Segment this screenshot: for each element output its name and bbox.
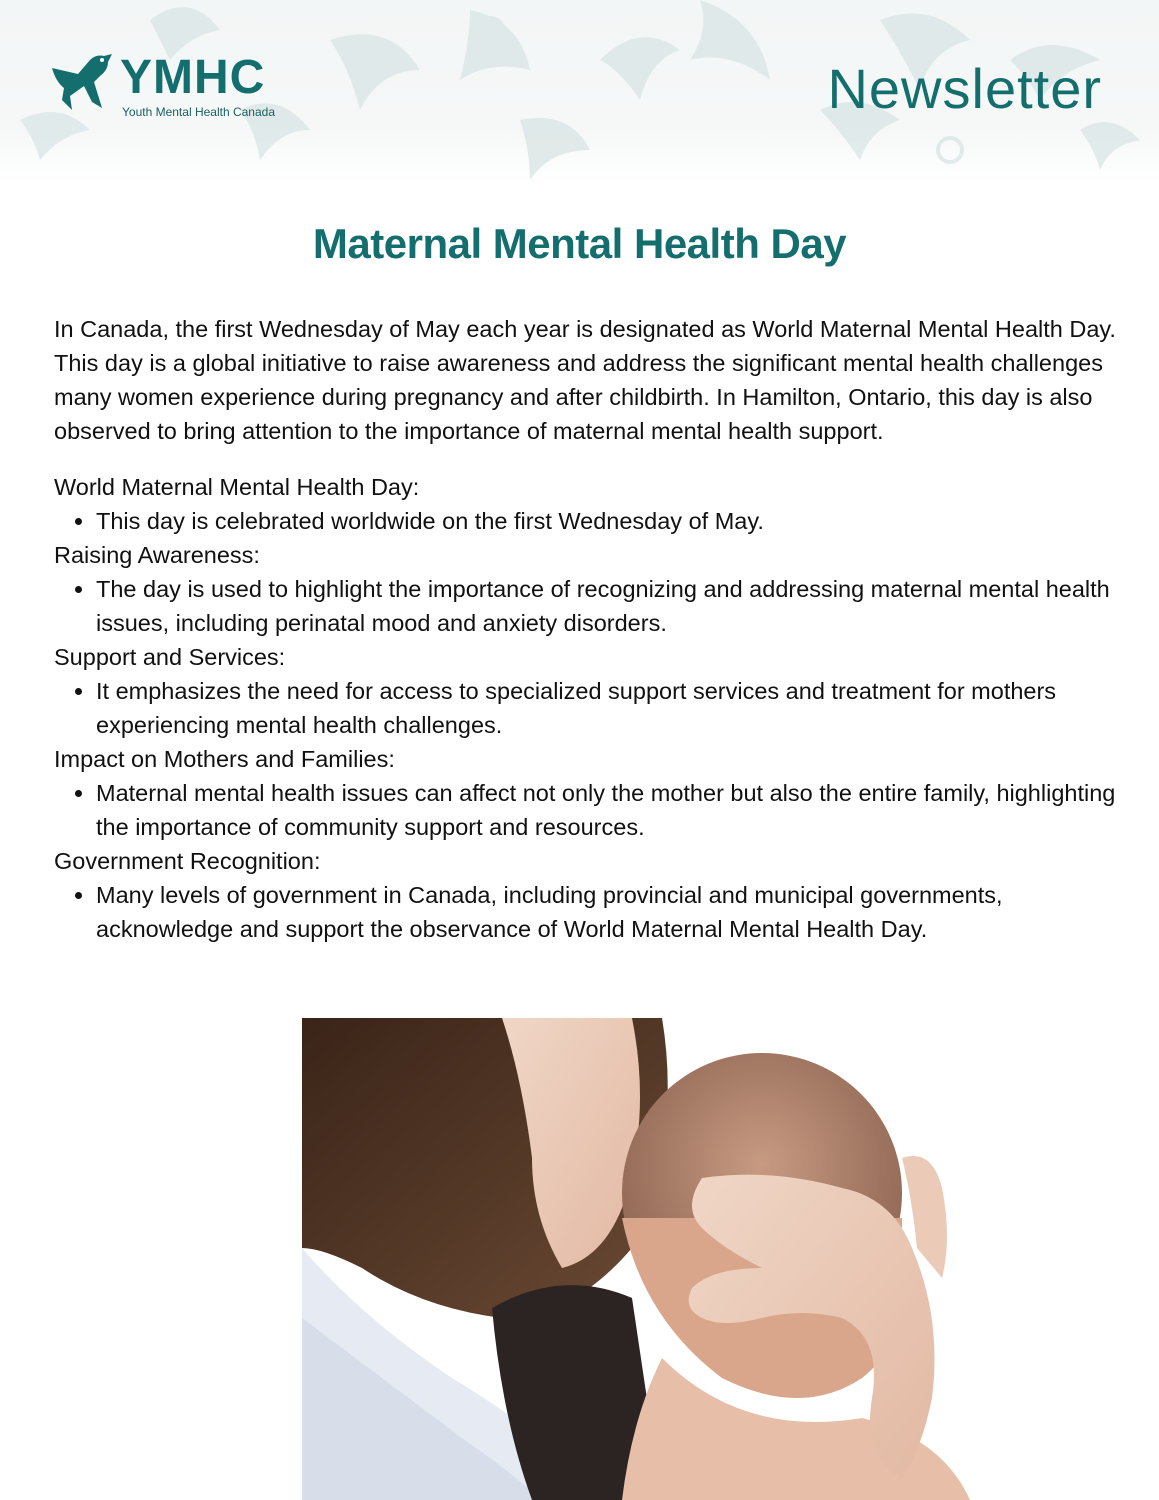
brand-tagline: Youth Mental Health Canada <box>122 105 275 119</box>
newsletter-header <box>0 0 1159 185</box>
bullet-list <box>54 878 1134 946</box>
bullet-list <box>54 572 1134 640</box>
section-heading: World Maternal Mental Health Day: <box>54 474 420 500</box>
bullet-item: • Many levels of government in Canada, including provincial and municipal governments, acknowledge and support the observance of World Maternal Mental Health Day. <box>96 878 1134 946</box>
brand-name: YMHC <box>120 51 266 104</box>
newsletter-masthead: Newsletter <box>827 57 1102 120</box>
article-body <box>54 312 1134 946</box>
bullet-list <box>54 674 1134 742</box>
ymhc-logo[interactable] <box>50 52 310 122</box>
section-heading: Impact on Mothers and Families: <box>54 746 395 772</box>
bullet-item: • The day is used to highlight the importance of recognizing and addressing maternal mental health issues, including perinatal mood and anxiety disorders. <box>96 572 1134 640</box>
mother-and-baby-photo <box>302 1018 970 1500</box>
section-heading: Raising Awareness: <box>54 542 260 568</box>
bird-icon <box>50 52 116 114</box>
bullet-item: • It emphasizes the need for access to specialized support services and treatment for mothers experiencing mental health challenges. <box>96 674 1134 742</box>
bullet-list <box>54 504 1134 538</box>
intro-paragraph: In Canada, the first Wednesday of May each year is designated as World Maternal Mental Health Day. This day is a global initiative to raise awareness and address the significant mental health challenges many women experience during pregnancy and after childbirth. In Hamilton, Ontario, this day is also observed to bring attention to the importance of maternal mental health support. <box>54 316 1116 444</box>
bullet-item: • This day is celebrated worldwide on the first Wednesday of May. <box>96 504 1134 538</box>
section-heading: Government Recognition: <box>54 848 321 874</box>
article-title: Maternal Mental Health Day <box>312 220 847 267</box>
section-heading: Support and Services: <box>54 644 286 670</box>
bullet-item: • Maternal mental health issues can affect not only the mother but also the entire family, highlighting the importance of community support and resources. <box>96 776 1134 844</box>
bullet-list <box>54 776 1134 844</box>
